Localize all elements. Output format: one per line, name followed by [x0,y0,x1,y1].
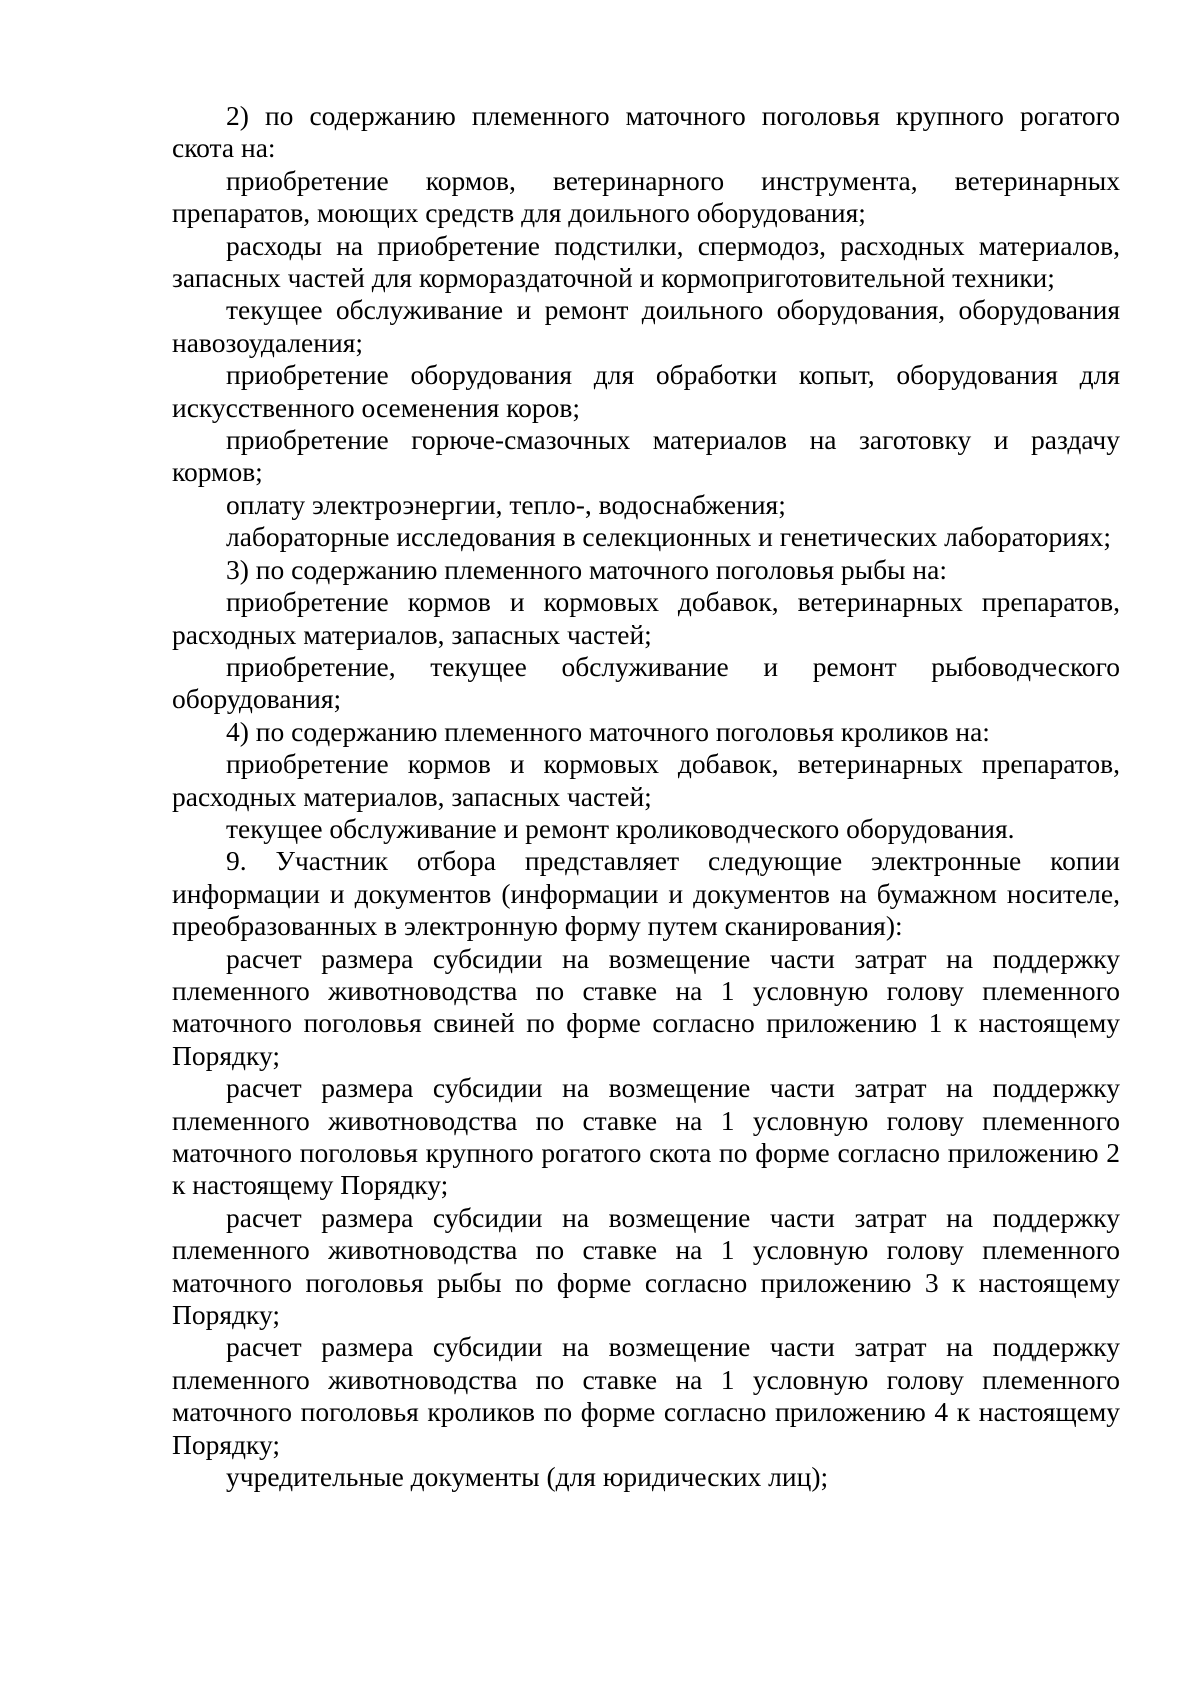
paragraph-item-2-cattle: 2) по содержанию племенного маточного поголовья крупного рогатого скота на: [172,100,1120,164]
paragraph-hoof-equipment: приобретение оборудования для обработки копыт, оборудования для искусственного осеменения коров; [172,359,1120,423]
paragraph-item-4-rabbits: 4) по содержанию племенного маточного поголовья кроликов на: [226,715,990,747]
paragraph-section-9: 9. Участник отбора представляет следующие электронные копии информации и документов (информации и документов на бумажном носителе, преобразованных в электронную форму путем сканирования): [172,845,1120,942]
paragraph-calc-fish: расчет размера субсидии на возмещение части затрат на поддержку племенного животноводства по ставке на 1 условную голову племенного маточного поголовья рыбы по форме согласно приложению 3 к настоящему Порядку; [172,1201,1120,1331]
paragraph-calc-cattle: расчет размера субсидии на возмещение части затрат на поддержку племенного животноводства по ставке на 1 условную голову племенного маточного поголовья крупного рогатого скота по форме согласно приложению 2 к настоящему Порядку; [172,1072,1120,1201]
paragraph-milking-maintenance: текущее обслуживание и ремонт доильного оборудования, оборудования навозоудаления; [172,294,1120,358]
paragraph-utilities: оплату электроэнергии, тепло-, водоснабжения; [226,488,786,520]
paragraph-rabbit-feed: приобретение кормов и кормовых добавок, ветеринарных препаратов, расходных материалов, запасных частей; [172,748,1120,812]
paragraph-lab-research: лабораторные исследования в селекционных и генетических лабораториях; [226,521,1112,553]
paragraph-fish-feed: приобретение кормов и кормовых добавок, ветеринарных препаратов, расходных материалов, запасных частей; [172,586,1120,650]
paragraph-rabbit-equipment: текущее обслуживание и ремонт кролиководческого оборудования. [226,812,1015,844]
paragraph-fuel-lubricants: приобретение горюче-смазочных материалов на заготовку и раздачу кормов; [172,424,1120,488]
paragraph-item-3-fish: 3) по содержанию племенного маточного поголовья рыбы на: [226,553,947,585]
paragraph-calc-pigs: расчет размера субсидии на возмещение части затрат на поддержку племенного животноводства по ставке на 1 условную голову племенного маточного поголовья свиней по форме согласно приложению 1 к настоящему Порядку; [172,942,1120,1071]
paragraph-feed-vet-instruments: приобретение кормов, ветеринарного инструмента, ветеринарных препаратов, моющих средств для доильного оборудования; [172,164,1120,229]
document-body [172,100,1120,1493]
paragraph-founding-documents: учредительные документы (для юридических лиц); [226,1461,829,1493]
paragraph-calc-rabbits: расчет размера субсидии на возмещение части затрат на поддержку племенного животноводства по ставке на 1 условную голову племенного маточного поголовья кроликов по форме согласно приложению 4 к настоящему Порядку; [172,1331,1120,1460]
paragraph-fish-equipment: приобретение, текущее обслуживание и ремонт рыбоводческого оборудования; [172,650,1120,715]
paragraph-bedding-semen: расходы на приобретение подстилки, спермодоз, расходных материалов, запасных частей для кормораздаточной и кормоприготовительной техники; [172,229,1120,294]
